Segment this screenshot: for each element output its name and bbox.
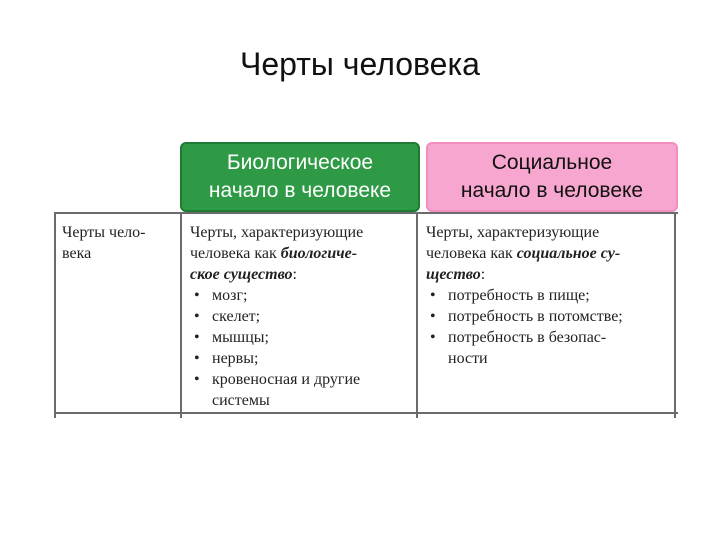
bio-intro-tail: :	[292, 266, 297, 283]
social-header-line-1: Социальное	[491, 151, 613, 174]
list-item: • скелет;	[190, 306, 412, 327]
row-label-cell	[62, 222, 174, 264]
table-divider-1	[180, 212, 182, 418]
soc-list-continuation: ности	[448, 350, 488, 367]
soc-intro-line-3	[426, 264, 672, 285]
bio-list-continuation: системы	[212, 392, 270, 409]
row-label-line-1: Черты чело-	[62, 224, 146, 241]
list-item: • кровеносная и другие	[190, 369, 412, 390]
table-bottom-border	[54, 412, 678, 414]
list-item: • мышцы;	[190, 327, 412, 348]
list-item: • потребность в потомстве;	[426, 306, 672, 327]
row-label-line-2: века	[62, 245, 92, 262]
page-title: Черты человека	[240, 46, 480, 82]
soc-intro-tail: :	[480, 266, 486, 283]
list-item: • потребность в пище;	[426, 285, 672, 306]
bio-intro-emphasis-2: ское существо	[190, 266, 293, 283]
bio-intro-emphasis-1: биологиче-	[280, 245, 358, 262]
soc-intro-line-2-text: человека как	[426, 245, 517, 262]
traits-table	[54, 212, 678, 418]
social-header	[426, 142, 678, 212]
bio-intro-line-3	[190, 264, 412, 285]
biological-header-line-2: начало в человеке	[208, 179, 392, 202]
bio-intro-line-2	[190, 243, 412, 264]
soc-intro-emphasis-2: щество	[426, 266, 481, 283]
soc-intro-line-2	[426, 243, 672, 264]
list-item: • нервы;	[190, 348, 412, 369]
soc-intro-emphasis-1: социальное су-	[516, 245, 621, 262]
list-item: • мозг;	[190, 285, 412, 306]
table-right-border	[674, 212, 676, 418]
biological-header-line-1: Биологическое	[226, 151, 374, 174]
biological-traits-cell	[190, 222, 412, 411]
table-left-border	[54, 212, 56, 418]
biological-header	[180, 142, 420, 212]
table-divider-2	[416, 212, 418, 418]
bio-intro-line-1: Черты, характеризующие	[190, 224, 364, 241]
social-header-line-2: начало в человеке	[460, 179, 644, 202]
soc-traits-list	[426, 285, 672, 348]
soc-intro-line-1: Черты, характеризующие	[426, 224, 600, 241]
list-item: • потребность в безопас-	[426, 327, 672, 348]
bio-intro-line-2-text: человека как	[190, 245, 281, 262]
table-top-border	[54, 212, 678, 214]
social-traits-cell	[426, 222, 672, 369]
bio-traits-list	[190, 285, 412, 390]
